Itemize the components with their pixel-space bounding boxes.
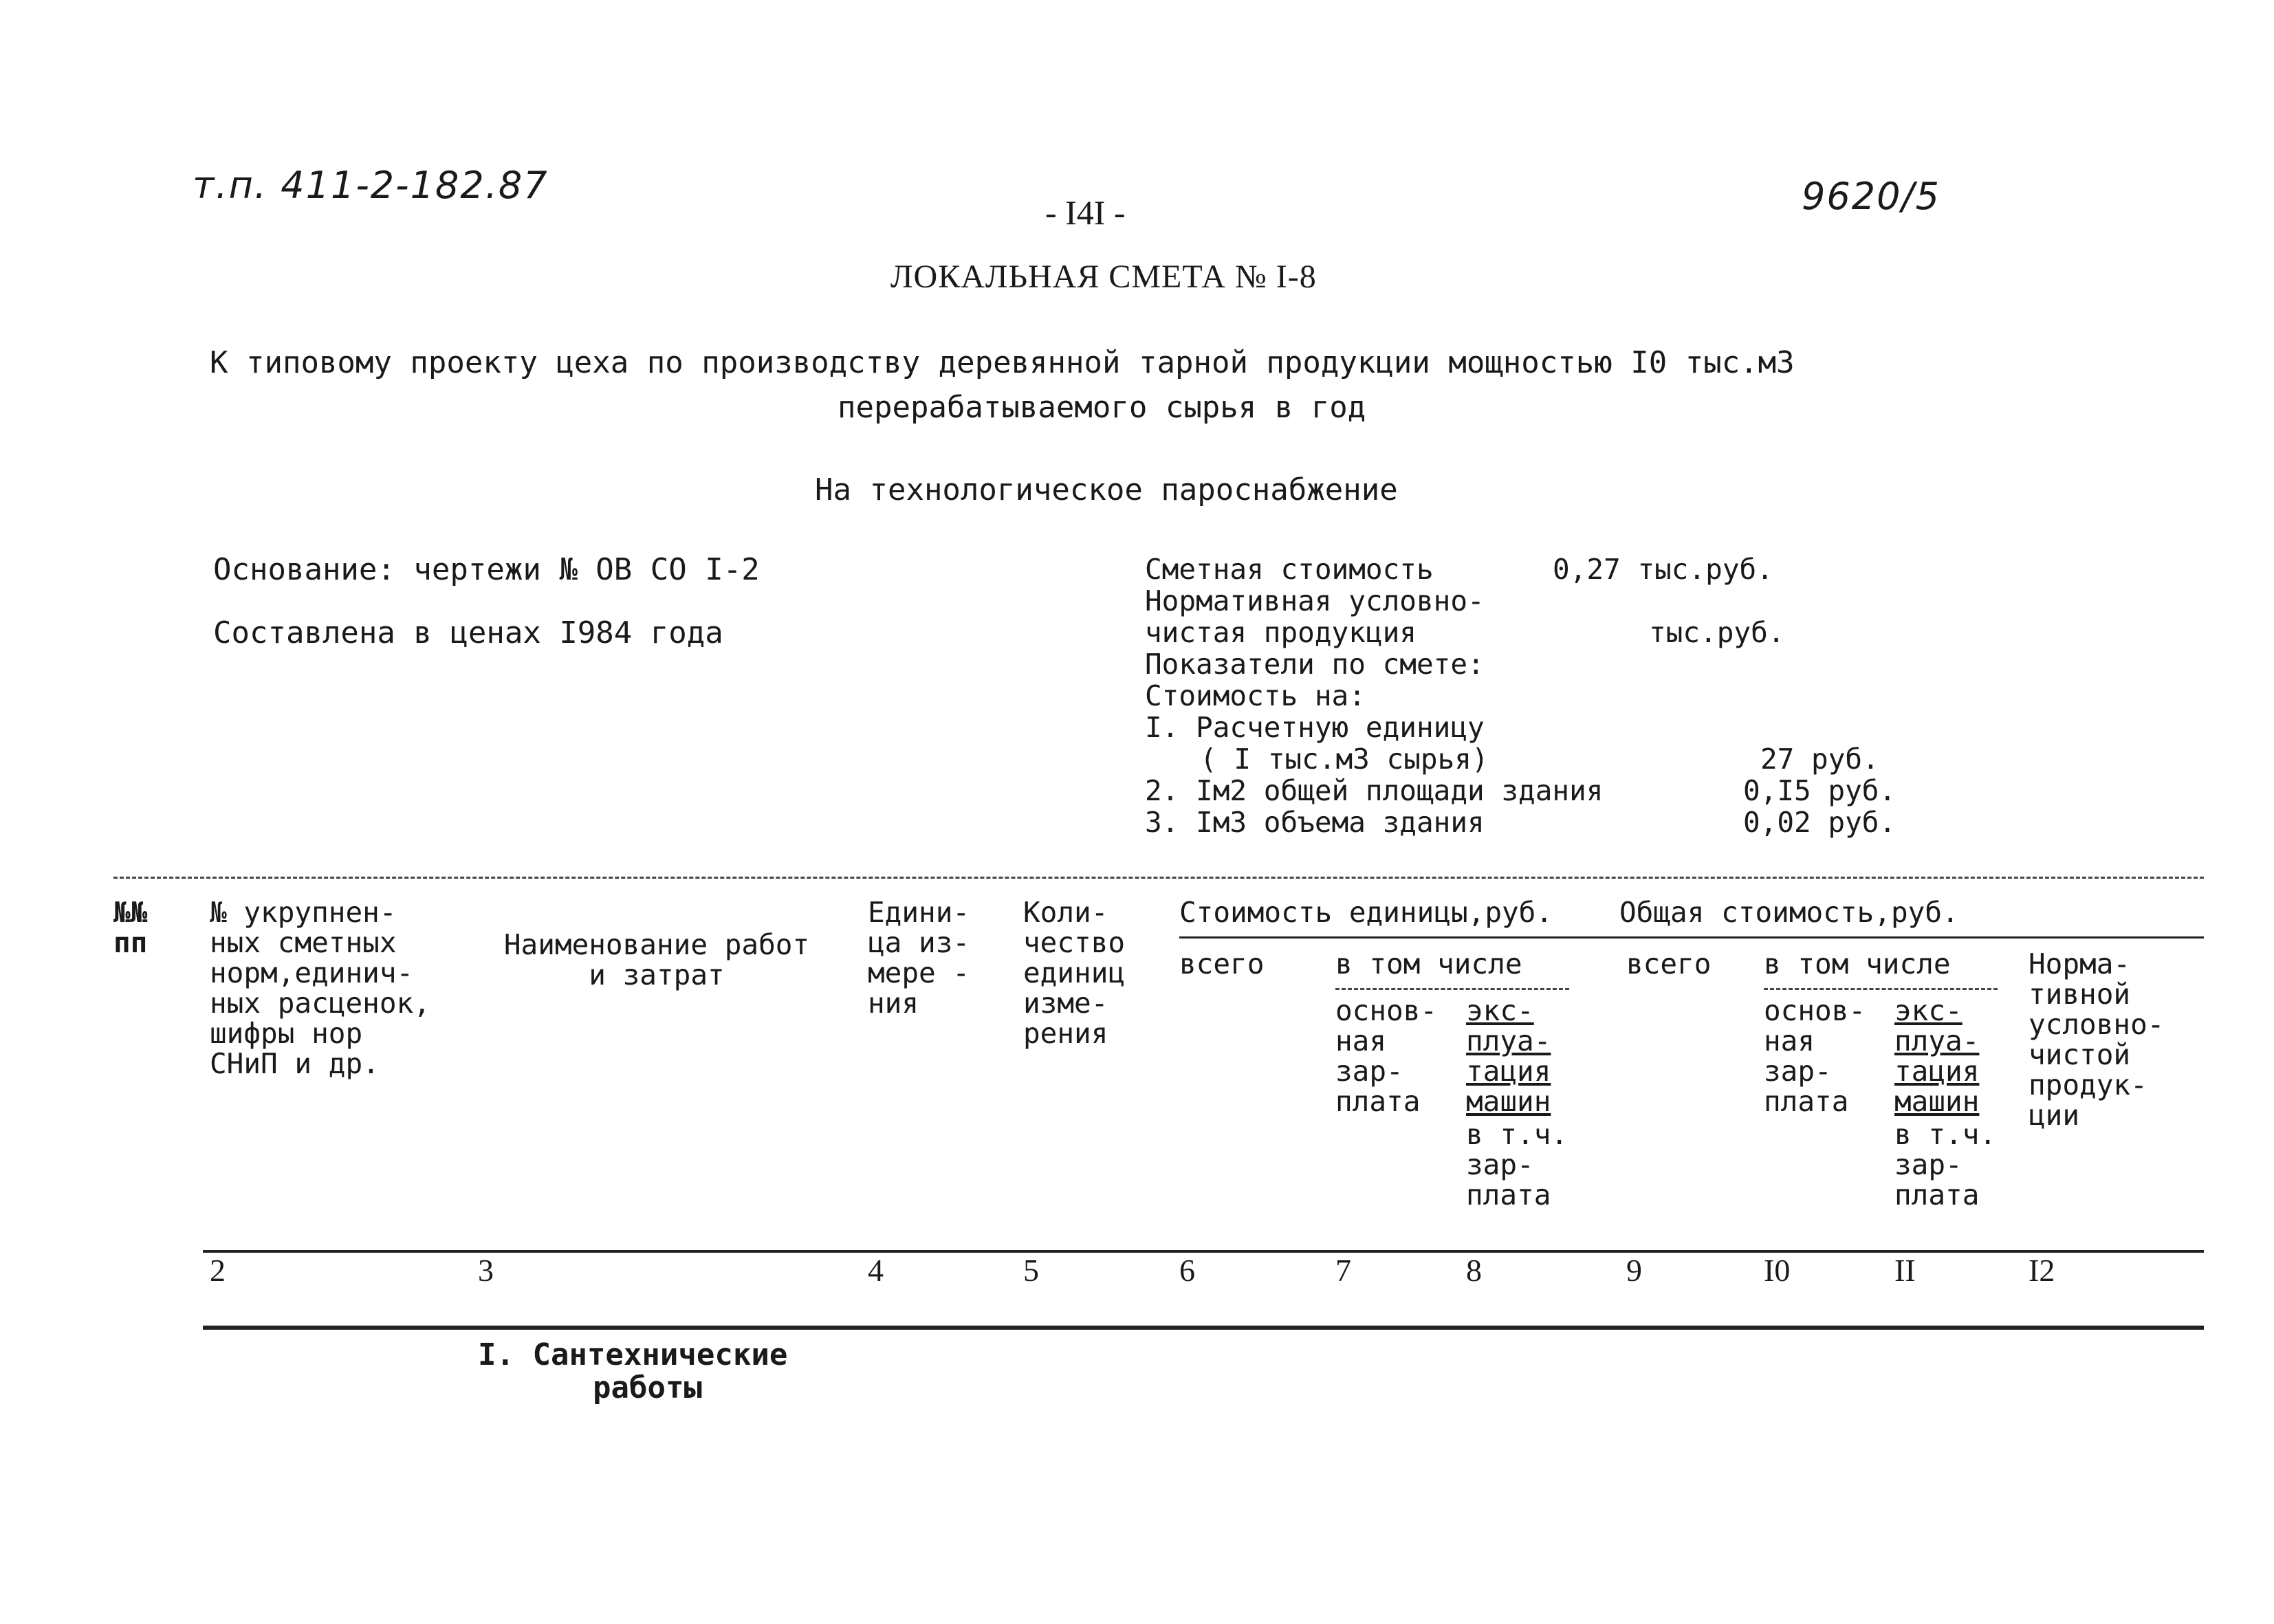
normative-value: тыс.руб. xyxy=(1649,616,1785,649)
column-number: 5 xyxy=(1023,1253,1039,1288)
header-col-5: Коли- чество единиц изме- рения xyxy=(1023,896,1126,1050)
normative-label-2: чистая продукция xyxy=(1145,616,1417,649)
column-number: 6 xyxy=(1179,1253,1195,1288)
area-value: 0,I5 руб. xyxy=(1743,774,1896,807)
subtitle-line-2: перерабатываемого сырья в год xyxy=(838,390,1366,425)
total-incl-rule xyxy=(1764,988,1998,990)
unit-base-salary-header: основ- ная зар- плата xyxy=(1335,994,1438,1118)
header-col-4: Едини- ца из- мере - ния xyxy=(868,896,970,1020)
column-number: 9 xyxy=(1626,1253,1642,1288)
header-col-1: №№ пп xyxy=(113,896,148,959)
total-total-header: всего xyxy=(1626,947,1712,980)
column-number: I0 xyxy=(1764,1253,1791,1288)
estimated-cost-value: 0,27 тыс.руб. xyxy=(1553,553,1773,586)
column-number: I2 xyxy=(2029,1253,2055,1288)
archive-number: 9620/5 xyxy=(1802,175,1940,218)
unit-total-header: всего xyxy=(1179,947,1265,980)
unit-incl-rule xyxy=(1335,988,1569,990)
unit-machines-header: экс- плуа- тация машин xyxy=(1466,994,1551,1118)
header-col-3: Наименование работ и затрат xyxy=(503,928,810,991)
volume-value: 0,02 руб. xyxy=(1743,806,1896,839)
unit-machines-salary-header: в т.ч. зар- плата xyxy=(1466,1118,1568,1211)
area-label: 2. Iм2 общей площади здания xyxy=(1145,774,1604,807)
column-number: II xyxy=(1894,1253,1916,1288)
header-col-12: Норма- тивной условно- чистой продук- ции xyxy=(2029,947,2165,1132)
column-number: 3 xyxy=(478,1253,494,1288)
header-col-2: № укрупнен- ных сметных норм,единич- ных расценок, шифры нор СНиП и др. xyxy=(210,896,430,1080)
document-title: ЛОКАЛЬНАЯ СМЕТА № I-8 xyxy=(890,259,1317,295)
total-cost-group-header: Общая стоимость,руб. xyxy=(1619,896,1959,929)
prices-text: Составлена в ценах I984 года xyxy=(213,615,723,650)
unit-line-1: I. Расчетную единицу xyxy=(1145,711,1485,744)
column-number: 4 xyxy=(868,1253,884,1288)
subtitle-line-1: К типовому проекту цеха по производству деревянной тарной продукции мощностью I0 тыс.м3 xyxy=(210,345,1795,380)
unit-line-2: ( I тыс.м3 сырья) xyxy=(1200,743,1489,776)
total-machines-header: экс- плуа- тация машин xyxy=(1894,994,1980,1118)
cost-on-label: Стоимость на: xyxy=(1145,679,1366,712)
section-title-line-2: работы xyxy=(593,1370,702,1405)
unit-value: 27 руб. xyxy=(1760,743,1879,776)
total-incl-header: в том числе xyxy=(1764,947,1951,980)
column-number: 8 xyxy=(1466,1253,1482,1288)
normative-label-1: Нормативная условно- xyxy=(1145,584,1485,617)
total-base-salary-header: основ- ная зар- плата xyxy=(1764,994,1866,1118)
purpose-line: На технологическое пароснабжение xyxy=(815,472,1398,507)
column-number: 2 xyxy=(210,1253,226,1288)
basis-text: Основание: чертежи № ОВ СО I-2 xyxy=(213,552,760,587)
volume-label: 3. Iм3 объема здания xyxy=(1145,806,1485,839)
estimated-cost-label: Сметная стоимость xyxy=(1145,553,1434,586)
indicators-label: Показатели по смете: xyxy=(1145,648,1485,681)
unit-incl-header: в том числе xyxy=(1335,947,1522,980)
group-header-rule xyxy=(1179,936,2204,939)
total-machines-salary-header: в т.ч. зар- плата xyxy=(1894,1118,1997,1211)
column-number: 7 xyxy=(1335,1253,1351,1288)
project-code: т.п. 411-2-182.87 xyxy=(193,164,549,207)
section-title-line-1: I. Сантехнические xyxy=(478,1337,788,1372)
unit-cost-group-header: Стоимость единицы,руб. xyxy=(1179,896,1553,929)
column-numbers-bottom-rule xyxy=(203,1326,2204,1330)
table-top-rule xyxy=(113,877,2204,879)
page-number: - I4I - xyxy=(1045,193,1126,232)
